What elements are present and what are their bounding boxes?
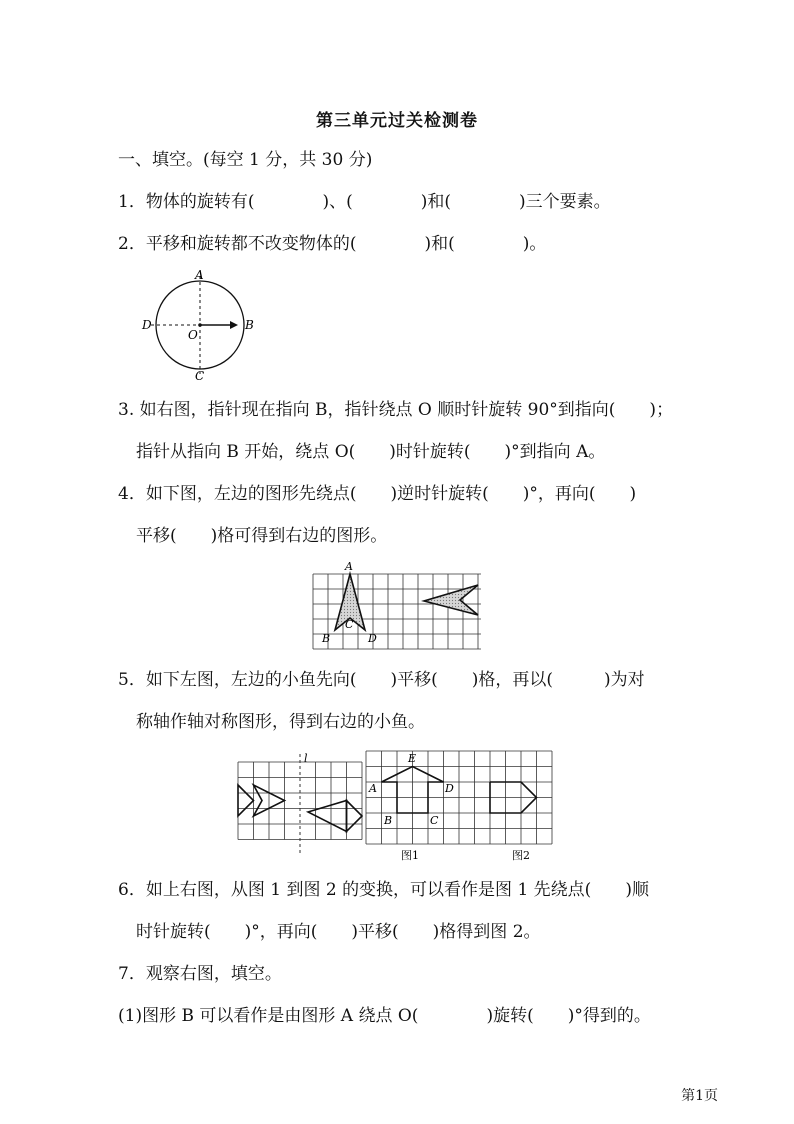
circle-label-b: B [245,318,254,332]
fish-axis-label: l [304,752,308,765]
question-6-line-2: 时针旋转( )°，再向( )平移( )格得到图 2。 [136,922,541,942]
circle-label-a: A [195,268,204,282]
question-5-line-2: 称轴作轴对称图形，得到右边的小鱼。 [136,712,425,732]
circle-label-o: O [188,328,198,342]
question-7: 7．观察右图，填空。 [118,964,282,984]
grid-label-b: B [322,632,331,645]
house-label-d: D [445,782,454,795]
question-3-line-2: 指针从指向 B 开始，绕点 O( )时针旋转( )°到指向 A。 [136,442,606,462]
grid-label-a: A [345,560,353,573]
section-heading: 一、填空。(每空 1 分，共 30 分) [118,150,373,170]
circle-label-c: C [195,369,205,383]
question-5-line-1: 5．如下左图，左边的小鱼先向( )平移( )格，再以( )为对 [118,670,645,690]
rotation-grid-figure [310,560,485,652]
figure-2-caption: 图2 [512,849,530,862]
fish-grid-figure [236,752,366,856]
question-7-part-1: (1)图形 B 可以看作是由图形 A 绕点 O( )旋转( )°得到的。 [118,1006,651,1026]
house-rotation-figure [364,748,556,864]
grid-label-d: D [368,632,377,645]
house-label-e: E [408,752,417,765]
house-label-a: A [369,782,377,795]
question-2: 2．平移和旋转都不改变物体的( )和( )。 [118,234,547,254]
question-1: 1．物体的旋转有( )、( )和( )三个要素。 [118,192,611,212]
question-4-line-1: 4．如下图，左边的图形先绕点( )逆时针旋转( )°，再向( ) [118,484,637,504]
circle-label-d: D [142,318,152,332]
house-label-b: B [384,814,393,827]
grid-label-c: C [345,618,354,631]
page-title: 第三单元过关检测卷 [316,111,478,131]
page-number: 第1页 [681,1088,718,1104]
question-3-line-1: 3. 如右图，指针现在指向 B，指针绕点 O 顺时针旋转 90°到指向( )； [118,400,674,420]
question-6-line-1: 6．如上右图，从图 1 到图 2 的变换，可以看作是图 1 先绕点( )顺 [118,880,649,900]
figure-1-caption: 图1 [401,849,419,862]
house-label-c: C [430,814,439,827]
clock-circle-figure [138,266,268,384]
question-4-line-2: 平移( )格可得到右边的图形。 [136,526,388,546]
